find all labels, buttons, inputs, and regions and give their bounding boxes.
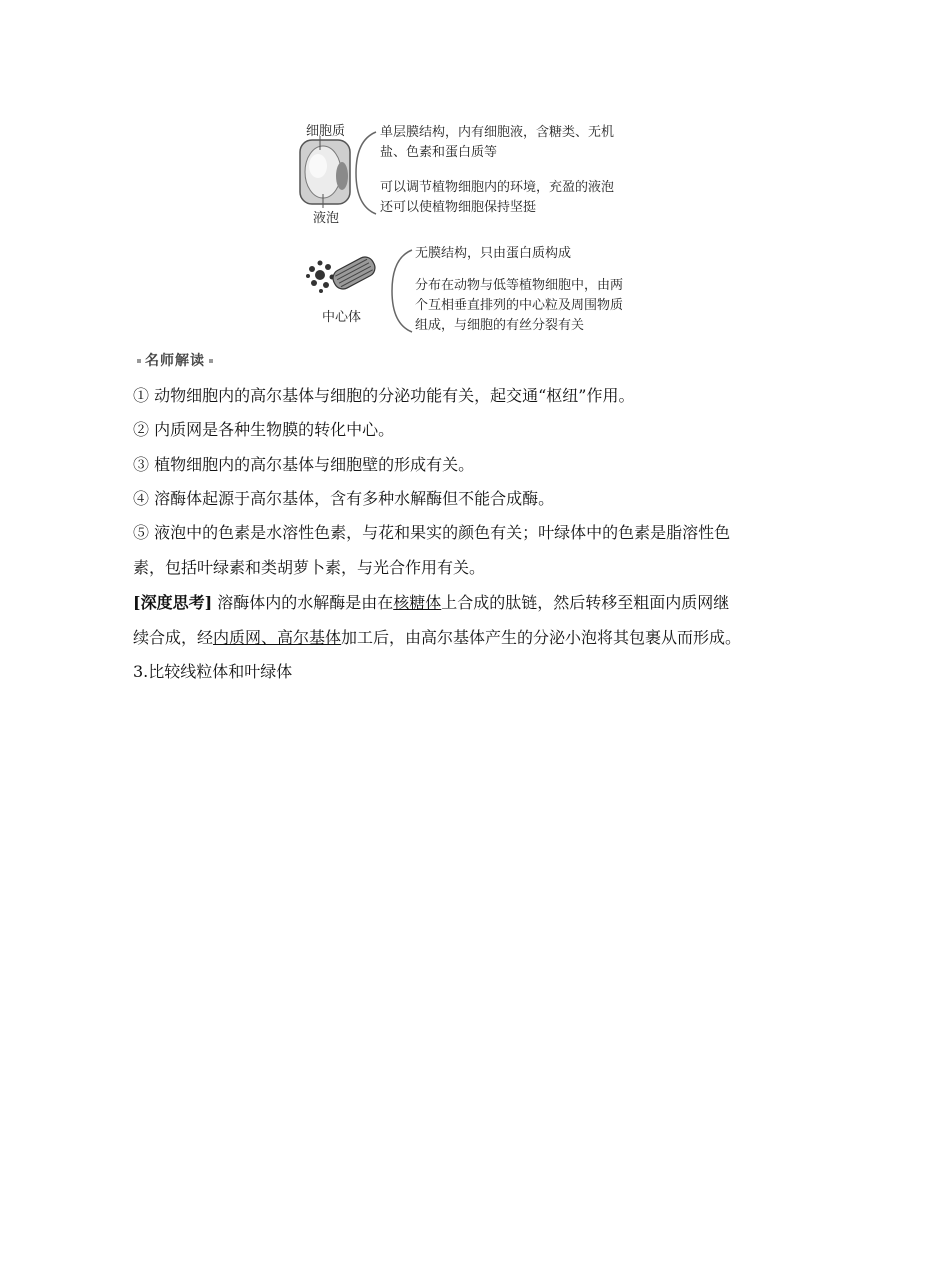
centrosome-label: 中心体 [322,310,362,325]
centrosome-desc2-line3: 组成，与细胞的有丝分裂有关 [415,318,585,333]
deep-thinking-text: 溶酶体内的水解酶是由在 [212,593,394,612]
vacuole-function-text [380,178,614,218]
vacuole-desc2-line2: 还可以使植物细胞保持坚挺 [380,200,537,215]
brace-icon [388,248,414,334]
section-title-text: 名师解读 [145,353,205,369]
section-title [133,350,217,370]
vacuole-desc1-line2: 盐、色素和蛋白质等 [380,145,498,160]
vacuole-structure-text [380,123,614,163]
answer-blank-er-golgi: 内质网、高尔基体 [213,628,342,647]
point-4: ④ 溶酶体起源于高尔基体，含有多种水解酶但不能合成酶。 [133,489,555,508]
point-5-line1: ⑤ 液泡中的色素是水溶性色素，与花和果实的颜色有关；叶绿体中的色素是脂溶性色 [133,523,731,542]
centrosome-illustration [302,245,382,301]
square-bullet-icon [209,359,213,363]
point-2: ② 内质网是各种生物膜的转化中心。 [133,420,395,439]
answer-blank-ribosome: 核糖体 [393,593,442,612]
vacuole-desc1-line1: 单层膜结构，内有细胞液，含糖类、无机 [380,125,615,140]
point-3: ③ 植物细胞内的高尔基体与细胞壁的形成有关。 [133,455,475,474]
point-5-line2: 素，包括叶绿素和类胡萝卜素，与光合作用有关。 [133,558,486,577]
brace-icon [352,130,378,216]
square-bullet-icon [137,359,141,363]
vacuole-desc2-line1: 可以调节植物细胞内的环境，充盈的液泡 [380,180,615,195]
centrosome-desc2-line2: 个互相垂直排列的中心粒及周围物质 [415,298,624,313]
cytoplasm-label: 细胞质 [306,124,346,139]
section-heading: 3.比较线粒体和叶绿体 [133,662,293,681]
centrosome-desc2-line1: 分布在动物与低等植物细胞中，由两 [415,278,624,293]
point-1: ① 动物细胞内的高尔基体与细胞的分泌功能有关，起交通“枢纽”作用。 [133,386,635,405]
deep-thinking-text: 续合成，经 [133,628,214,647]
centrosome-desc1: 无膜结构，只由蛋白质构成 [415,246,572,261]
vacuole-label: 液泡 [313,211,340,226]
centrosome-function-text [415,276,623,336]
deep-thinking-text: 加工后，由高尔基体产生的分泌小泡将其包裹从而形成。 [341,628,742,647]
deep-thinking-text: 上合成的肽链，然后转移至粗面内质网继 [441,593,730,612]
plant-cell-vacuole-illustration [296,136,356,208]
deep-thinking-line2 [133,628,741,648]
deep-thinking-line1 [133,593,729,613]
deep-thinking-tag: [深度思考] [133,593,213,612]
